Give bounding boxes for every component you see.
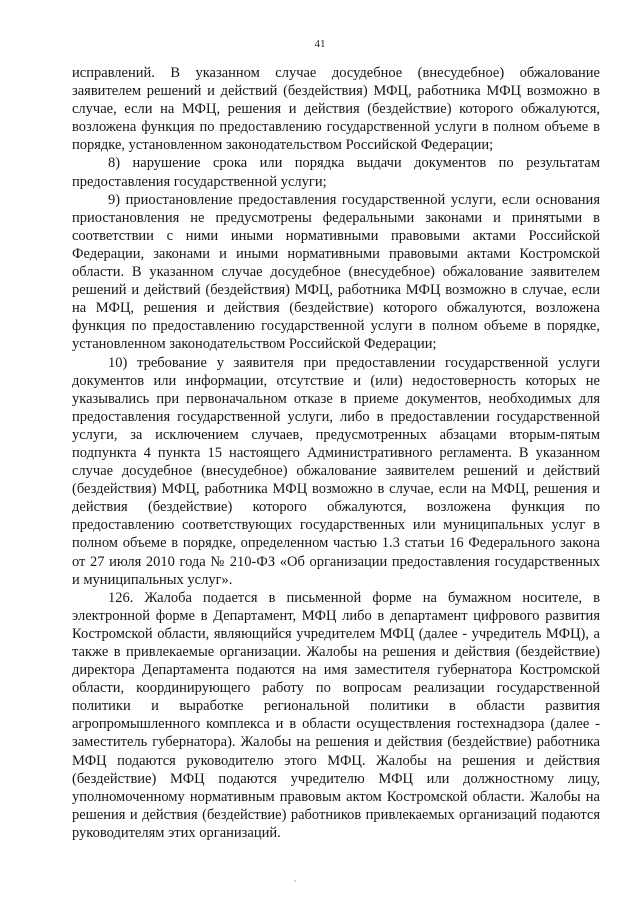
paragraph-continuation: исправлений. В указанном случае досудебное (внесудебное) обжалование заявителем решений и действий (бездействия) МФЦ, работника МФЦ возможно в случае, если на МФЦ, решения и действия (бездействие) которого обжалуются, возложена функция по предоставлению государственной услуги в полном объеме в порядке, установленном законодательством Российской Федерации;	[72, 65, 600, 154]
paragraph-item-9: 9) приостановление предоставления государственной услуги, если основания приостановления не предусмотрены федеральными законами и принятыми в соответствии с ними иными нормативными правовыми актами Российской Федерации, законами и иными нормативными правовыми актами Костромской области. В указанном случае досудебное (внесудебное) обжалование заявителем решений и действий (бездействия) МФЦ, работника МФЦ возможно в случае, если на МФЦ, решения и действия (бездействие) которого обжалуются, возложена функция по предоставлению государственной услуги в полном объеме в порядке, установленном законодательством Российской Федерации;	[72, 191, 600, 353]
document-body	[72, 64, 600, 842]
paragraph-item-8: 8) нарушение срока или порядка выдачи документов по результатам предоставления государственной услуги;	[72, 155, 600, 190]
paragraph-126: 126. Жалоба подается в письменной форме на бумажном носителе, в электронной форме в Департамент, МФЦ либо в департамент цифрового развития Костромской области, являющийся учредителем МФЦ (далее - учредитель МФЦ), а также в привлекаемые организации. Жалобы на решения и действия (бездействие) директора Департамента подаются на имя заместителя губернатора Костромской области, координирующего работу по вопросам реализации государственной политики и выработке региональной политики в области развития агропромышленного комплекса и в области осуществления гостехнадзора (далее - заместитель губернатора). Жалобы на решения и действия (бездействие) работника МФЦ подаются руководителю этого МФЦ. Жалобы на решения и действия (бездействие) МФЦ подаются учредителю МФЦ или должностному лицу, уполномоченному нормативным правовым актом Костромской области. Жалобы на решения и действия (бездействие) работников привлекаемых организаций подаются руководителям этих организаций.	[72, 589, 600, 841]
paragraph-item-10: 10) требование у заявителя при предоставлении государственной услуги документов или информации, отсутствие и (или) недостоверность которых не указывались при первоначальном отказе в приеме документов, необходимых для предоставления государственной услуги, либо в предоставлении государственной услуги, за исключением случаев, предусмотренных абзацами вторым-пятым подпункта 4 пункта 15 настоящего Административного регламента. В указанном случае досудебное (внесудебное) обжалование заявителем решений и действий (бездействия) МФЦ, работника МФЦ возможно в случае, если на МФЦ, решения и действия (бездействие) которого обжалуются, возложена функция по предоставлению соответствующих государственных или муниципальных услуг в полном объеме в порядке, определенном частью 1.3 статьи 16 Федерального закона от 27 июля 2010 года № 210-ФЗ «Об организации предоставления государственных и муниципальных услуг».	[72, 354, 600, 588]
page-number: 41	[314, 38, 326, 50]
scan-speck	[294, 880, 296, 882]
